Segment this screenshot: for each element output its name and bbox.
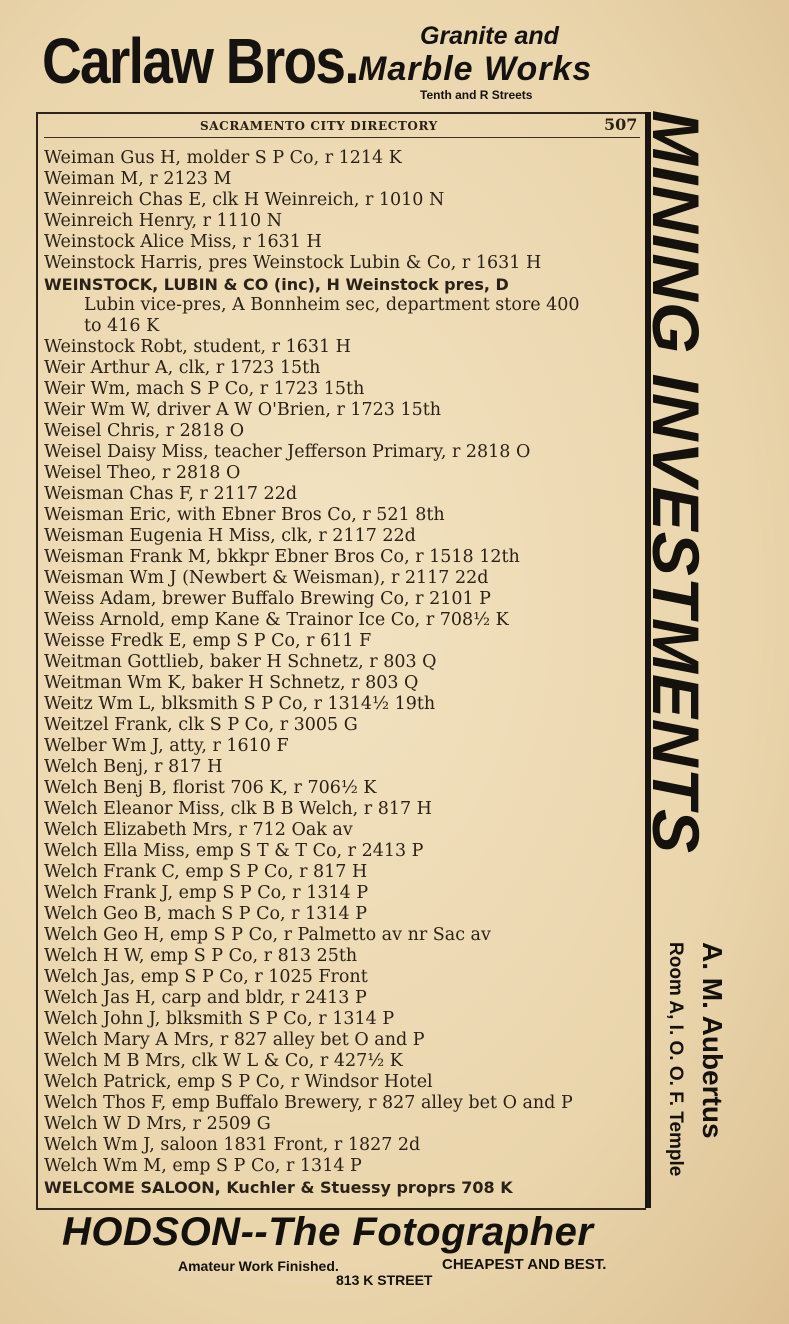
directory-entry: Welch Jas H, carp and bldr, r 2413 P — [44, 988, 367, 1008]
side-ad-headline: MINING INVESTMENTS — [639, 110, 713, 855]
directory-entry: Weinreich Henry, r 1110 N — [44, 211, 283, 231]
directory-entry: Weisman Wm J (Newbert & Weisman), r 2117 22d — [44, 568, 489, 588]
directory-entry: Weir Wm W, driver A W O'Brien, r 1723 15th — [44, 400, 442, 420]
directory-entry: Weisman Frank M, bkkpr Ebner Bros Co, r 1518 12th — [44, 547, 520, 567]
directory-entry: Weitman Wm K, baker H Schnetz, r 803 Q — [44, 673, 419, 693]
directory-entry: Weinstock Robt, student, r 1631 H — [44, 337, 351, 357]
directory-entry: Weitzel Frank, clk S P Co, r 3005 G — [44, 715, 358, 735]
ad-granite-text: Granite and — [420, 22, 559, 50]
directory-entry: Welch Mary A Mrs, r 827 alley bet O and P — [44, 1030, 425, 1050]
directory-entry: Welch Wm M, emp S P Co, r 1314 P — [44, 1156, 362, 1176]
ad-amateur-text: Amateur Work Finished. — [178, 1258, 339, 1274]
directory-entry: Weisse Fredk E, emp S P Co, r 611 F — [44, 631, 372, 651]
directory-entry: Welch Wm J, saloon 1831 Front, r 1827 2d — [44, 1135, 421, 1155]
directory-entry: Welch W D Mrs, r 2509 G — [44, 1114, 271, 1134]
directory-entry: Welch Eleanor Miss, clk B B Welch, r 817 H — [44, 799, 432, 819]
directory-entry: Welch Elizabeth Mrs, r 712 Oak av — [44, 820, 353, 840]
directory-entry: Weitman Gottlieb, baker H Schnetz, r 803 Q — [44, 652, 437, 672]
directory-entry: Welch Frank J, emp S P Co, r 1314 P — [44, 883, 369, 903]
directory-entry: Weisel Daisy Miss, teacher Jefferson Primary, r 2818 O — [44, 442, 531, 462]
directory-entry-continuation: to 416 K — [84, 316, 160, 336]
directory-entry: Weitz Wm L, blksmith S P Co, r 1314½ 19th — [44, 694, 436, 714]
directory-entry-continuation: Lubin vice-pres, A Bonnheim sec, department store 400 — [84, 295, 580, 315]
directory-entry: Weisman Eric, with Ebner Bros Co, r 521 8th — [44, 505, 445, 525]
directory-entry: Weinreich Chas E, clk H Weinreich, r 1010 N — [44, 190, 445, 210]
page-number: 507 — [604, 115, 638, 134]
directory-entry: Weir Wm, mach S P Co, r 1723 15th — [44, 379, 365, 399]
directory-entry: Welch Geo H, emp S P Co, r Palmetto av nr Sac av — [44, 925, 491, 945]
bottom-advertisement — [60, 1210, 720, 1310]
directory-entry: Welch Benj, r 817 H — [44, 757, 223, 777]
directory-entry: WEINSTOCK, LUBIN & CO (inc), H Weinstock pres, D — [44, 275, 509, 294]
directory-entry: Weinstock Harris, pres Weinstock Lubin & Co, r 1631 H — [44, 253, 542, 273]
directory-entry: Welch H W, emp S P Co, r 813 25th — [44, 946, 358, 966]
directory-entry: Weisel Theo, r 2818 O — [44, 463, 241, 483]
directory-entries — [44, 148, 644, 1198]
ad-cheapest-text: CHEAPEST AND BEST. — [442, 1256, 607, 1273]
ad-brand-carlaw: Carlaw Bros. — [42, 25, 358, 97]
directory-entry: Welch Jas, emp S P Co, r 1025 Front — [44, 967, 368, 987]
directory-entry: WELCOME SALOON, Kuchler & Stuessy proprs 708 K — [44, 1178, 513, 1197]
directory-entry: Weiman Gus H, molder S P Co, r 1214 K — [44, 148, 402, 168]
running-head: SACRAMENTO CITY DIRECTORY — [200, 119, 438, 133]
directory-entry: Weisman Chas F, r 2117 22d — [44, 484, 298, 504]
directory-entry: Weiss Adam, brewer Buffalo Brewing Co, r 2101 P — [44, 589, 491, 609]
side-ad-name: A. M. Aubertus — [697, 942, 728, 1139]
directory-entry: Weir Arthur A, clk, r 1723 15th — [44, 358, 321, 378]
directory-entry: Weisman Eugenia H Miss, clk, r 2117 22d — [44, 526, 416, 546]
directory-entry: Welch Benj B, florist 706 K, r 706½ K — [44, 778, 377, 798]
directory-entry: Welch Frank C, emp S P Co, r 817 H — [44, 862, 368, 882]
directory-entry: Welch M B Mrs, clk W L & Co, r 427½ K — [44, 1051, 403, 1071]
directory-entry: Welch Ella Miss, emp S T & T Co, r 2413 P — [44, 841, 424, 861]
ad-marble-text: Marble Works — [358, 50, 593, 88]
directory-entry: Welch Geo B, mach S P Co, r 1314 P — [44, 904, 367, 924]
directory-entry: Welch Thos F, emp Buffalo Brewery, r 827 alley bet O and P — [44, 1093, 573, 1113]
directory-entry: Welch John J, blksmith S P Co, r 1314 P — [44, 1009, 395, 1029]
directory-entry: Weinstock Alice Miss, r 1631 H — [44, 232, 322, 252]
ad-top-address: Tenth and R Streets — [420, 88, 533, 102]
directory-entry: Weisel Chris, r 2818 O — [44, 421, 245, 441]
side-ad-location: Room A, I. O. O. F. Temple — [665, 942, 686, 1177]
ad-bottom-address: 813 K STREET — [336, 1272, 433, 1288]
directory-entry: Weiss Arnold, emp Kane & Trainor Ice Co, r 708½ K — [44, 610, 509, 630]
ad-hodson-headline: HODSON--The Fotographer — [62, 1210, 594, 1254]
directory-entry: Welber Wm J, atty, r 1610 F — [44, 736, 289, 756]
top-advertisement — [38, 18, 698, 108]
directory-entry: Welch Patrick, emp S P Co, r Windsor Hotel — [44, 1072, 433, 1092]
directory-entry: Weiman M, r 2123 M — [44, 169, 232, 189]
header-rule — [44, 137, 640, 138]
